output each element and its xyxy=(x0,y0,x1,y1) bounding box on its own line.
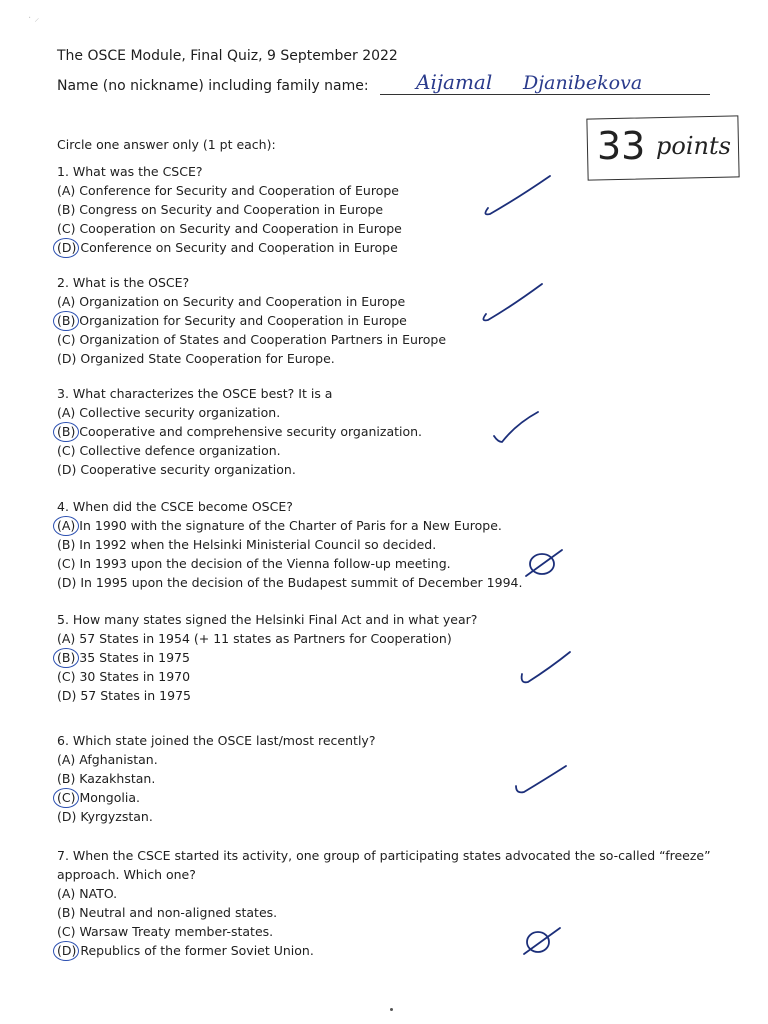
handwritten-last-name: Djanibekova xyxy=(523,72,643,94)
question-2 xyxy=(57,273,446,368)
answer-circle xyxy=(53,238,79,258)
question-text: 1. What was the CSCE? xyxy=(57,164,203,179)
name-underline xyxy=(380,94,710,95)
option-a: (A) Organization on Security and Cooperation in Europe xyxy=(57,294,406,309)
question-1 xyxy=(57,162,402,257)
option-d: (D) Cooperative security organization. xyxy=(57,462,296,477)
option-c: (C) Collective defence organization. xyxy=(57,443,281,458)
option-c: (C) 30 States in 1970 xyxy=(57,669,191,684)
option-b: (B) 35 States in 1975 xyxy=(57,648,477,667)
option-a: (A) NATO. xyxy=(57,886,118,901)
quiz-title: The OSCE Module, Final Quiz, 9 September 2022 xyxy=(57,48,398,64)
question-4 xyxy=(57,497,522,592)
question-text-continued: approach. Which one? xyxy=(57,867,196,882)
handwritten-first-name: Aijamal xyxy=(416,70,493,94)
instruction-text: Circle one answer only (1 pt each): xyxy=(57,137,276,152)
score-word: points xyxy=(656,132,731,160)
question-6 xyxy=(57,731,375,826)
answer-circle xyxy=(53,516,79,536)
option-a: (A) Afghanistan. xyxy=(57,752,158,767)
option-d: (D) Kyrgyzstan. xyxy=(57,809,153,824)
option-b: (B) Cooperative and comprehensive security organization. xyxy=(57,422,422,441)
option-b: (B) Congress on Security and Cooperation in Europe xyxy=(57,202,384,217)
option-c: (C) Organization of States and Cooperation Partners in Europe xyxy=(57,332,447,347)
checkmark-icon xyxy=(512,762,572,802)
answer-circle xyxy=(53,422,79,442)
option-c: (C) Cooperation on Security and Cooperation in Europe xyxy=(57,221,402,236)
option-d: (D) Conference on Security and Cooperation in Europe xyxy=(57,238,402,257)
question-text: 6. Which state joined the OSCE last/most recently? xyxy=(57,733,376,748)
question-text: 5. How many states signed the Helsinki Final Act and in what year? xyxy=(57,612,478,627)
option-c: (C) Warsaw Treaty member-states. xyxy=(57,924,274,939)
zero-mark-icon xyxy=(520,920,568,960)
zero-mark-icon xyxy=(522,542,572,582)
option-a: (A) In 1990 with the signature of the Charter of Paris for a New Europe. xyxy=(57,516,522,535)
answer-circle xyxy=(53,311,79,331)
checkmark-icon xyxy=(478,280,548,326)
option-c: (C) In 1993 upon the decision of the Vienna follow-up meeting. xyxy=(57,556,451,571)
option-a: (A) Collective security organization. xyxy=(57,405,281,420)
question-text: 3. What characterizes the OSCE best? It is a xyxy=(57,386,333,401)
question-text: 2. What is the OSCE? xyxy=(57,275,190,290)
option-d: (D) In 1995 upon the decision of the Budapest summit of December 1994. xyxy=(57,575,523,590)
option-c: (C) Mongolia. xyxy=(57,788,375,807)
option-a: (A) Conference for Security and Cooperation of Europe xyxy=(57,183,399,198)
answer-circle xyxy=(53,648,79,668)
option-d: (D) Republics of the former Soviet Union. xyxy=(57,941,711,960)
question-text: 4. When did the CSCE become OSCE? xyxy=(57,499,293,514)
option-d: (D) Organized State Cooperation for Europe. xyxy=(57,351,335,366)
scan-artifact: · ⸝ xyxy=(28,13,40,24)
question-3 xyxy=(57,384,422,479)
score-number: 33 xyxy=(597,124,646,168)
name-prompt: Name (no nickname) including family name: xyxy=(57,78,369,94)
scan-dot xyxy=(390,1008,393,1011)
question-text: 7. When the CSCE started its activity, one group of participating states advocated the so-called “freeze” xyxy=(57,848,711,863)
checkmark-icon xyxy=(490,408,545,448)
option-d: (D) 57 States in 1975 xyxy=(57,688,191,703)
answer-circle xyxy=(53,941,79,961)
option-a: (A) 57 States in 1954 (+ 11 states as Partners for Cooperation) xyxy=(57,631,452,646)
option-b: (B) Neutral and non-aligned states. xyxy=(57,905,278,920)
checkmark-icon xyxy=(478,172,558,220)
question-5 xyxy=(57,610,477,705)
option-b: (B) Organization for Security and Cooperation in Europe xyxy=(57,311,446,330)
question-7 xyxy=(57,846,711,960)
answer-circle xyxy=(53,788,79,808)
option-b: (B) In 1992 when the Helsinki Ministerial Council so decided. xyxy=(57,537,437,552)
option-b: (B) Kazakhstan. xyxy=(57,771,156,786)
checkmark-icon xyxy=(516,648,576,692)
